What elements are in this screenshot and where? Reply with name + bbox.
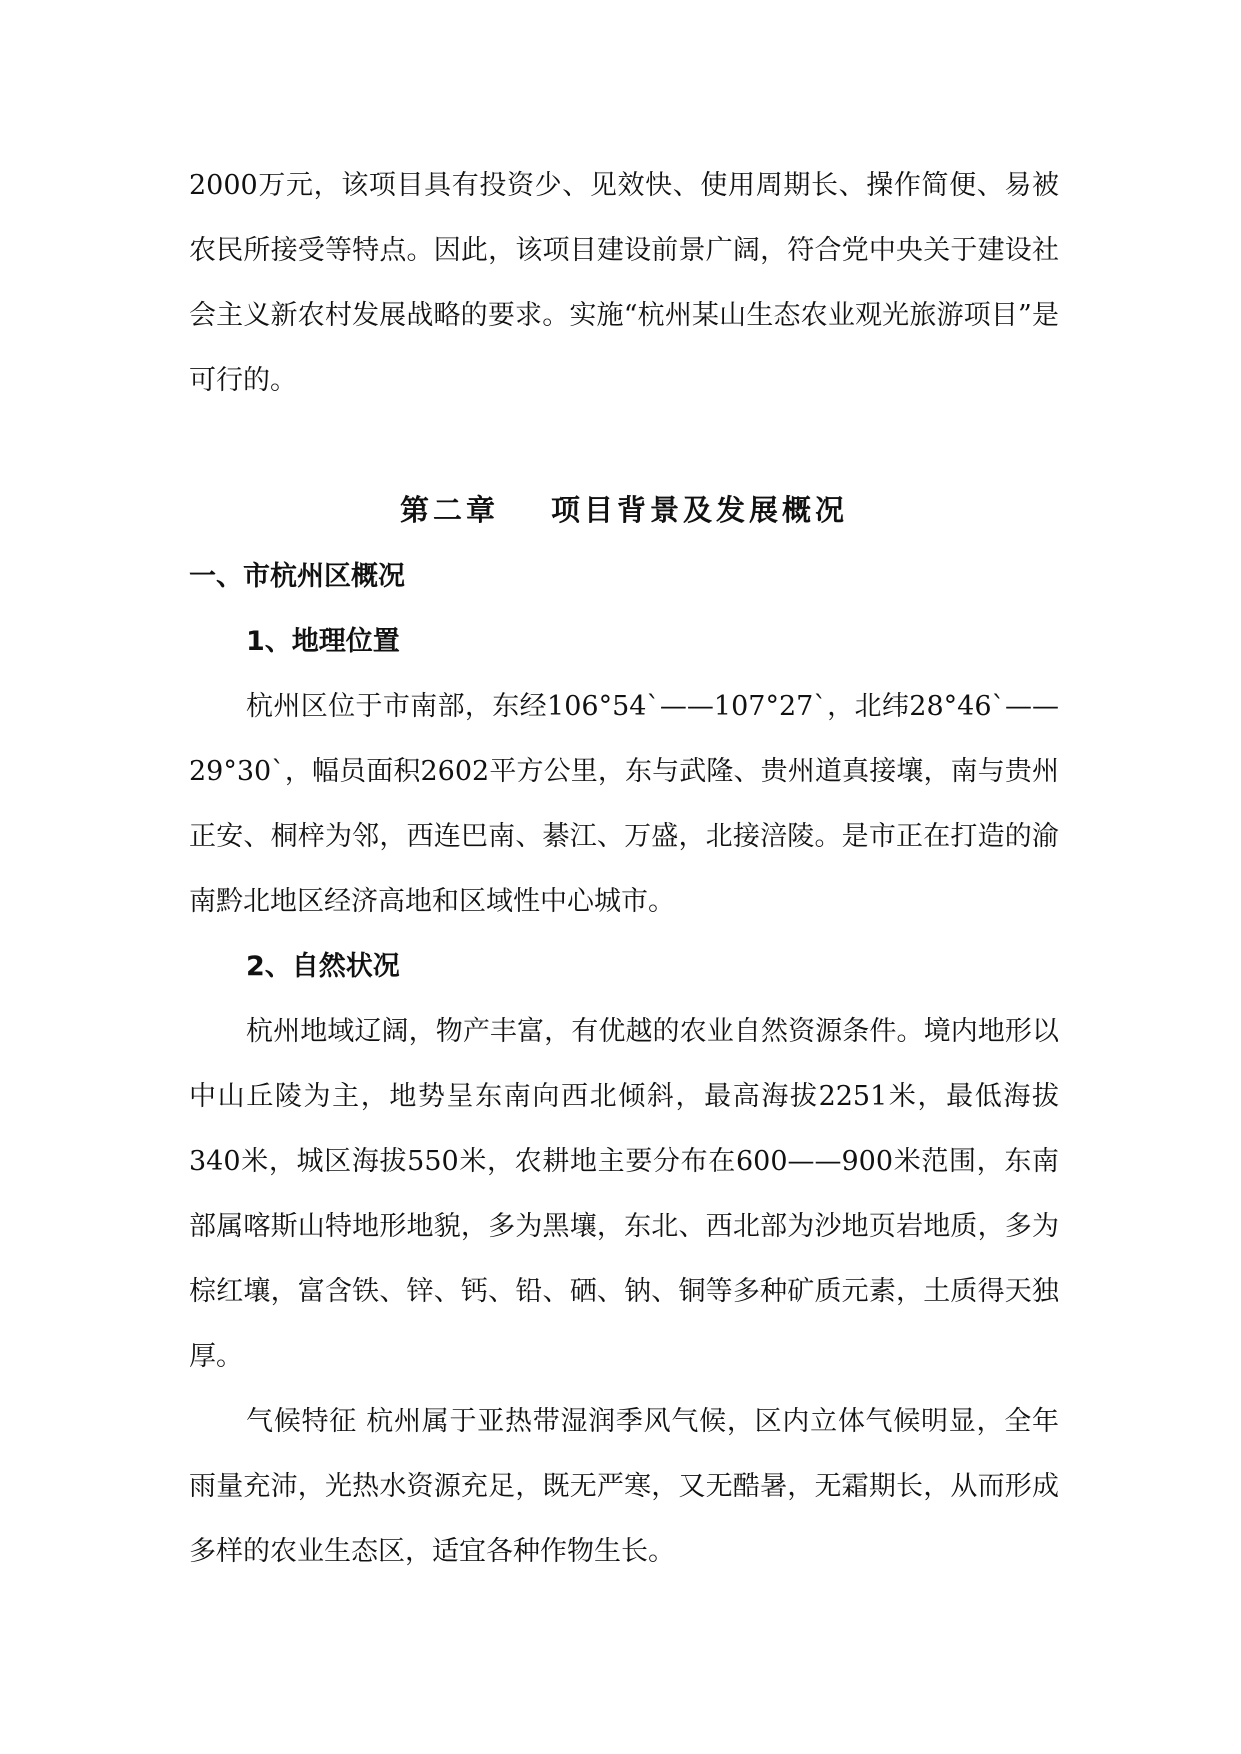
chapter-title: 项目背景及发展概况 (551, 493, 849, 527)
chapter-number: 第二章 (399, 493, 499, 527)
location-paragraph: 杭州区位于市南部，东经106°54`——107°27`，北纬28°46`——29°30`，幅员面积2602平方公里，东与武隆、贵州道真接壤，南与贵州正安、桐梓为邻，西连巴南、綦江、万盛，北接涪陵。是市正在打造的渝南黔北地区经济高地和区域性中心城市。 (189, 691, 1059, 917)
climate-paragraph: 气候特征 杭州属于亚热带湿润季风气候，区内立体气候明显，全年雨量充沛，光热水资源充足，既无严寒，又无酷暑，无霜期长，从而形成多样的农业生态区，适宜各种作物生长。 (189, 1406, 1059, 1567)
section-heading: 一、市杭州区概况 (189, 561, 405, 592)
intro-block (189, 153, 1059, 413)
nature-block (189, 999, 1059, 1584)
subsection-heading-nature: 2、自然状况 (246, 951, 400, 982)
nature-paragraph: 杭州地域辽阔，物产丰富，有优越的农业自然资源条件。境内地形以中山丘陵为主，地势呈东南向西北倾斜，最高海拔2251米，最低海拔340米，城区海拔550米，农耕地主要分布在600——900米范围，东南部属喀斯山特地形地貌，多为黑壤，东北、西北部为沙地页岩地质，多为棕红壤，富含铁、锌、钙、铅、硒、钠、铜等多种矿质元素，土质得天独厚。 (189, 1016, 1059, 1372)
intro-paragraph: 2000万元，该项目具有投资少、见效快、使用周期长、操作简便、易被农民所接受等特点。因此，该项目建设前景广阔，符合党中央关于建设社会主义新农村发展战略的要求。实施“杭州某山生态农业观光旅游项目”是可行的。 (189, 170, 1059, 396)
location-block (189, 674, 1059, 934)
subsection-heading-location: 1、地理位置 (246, 626, 400, 657)
chapter-heading (189, 478, 1059, 543)
